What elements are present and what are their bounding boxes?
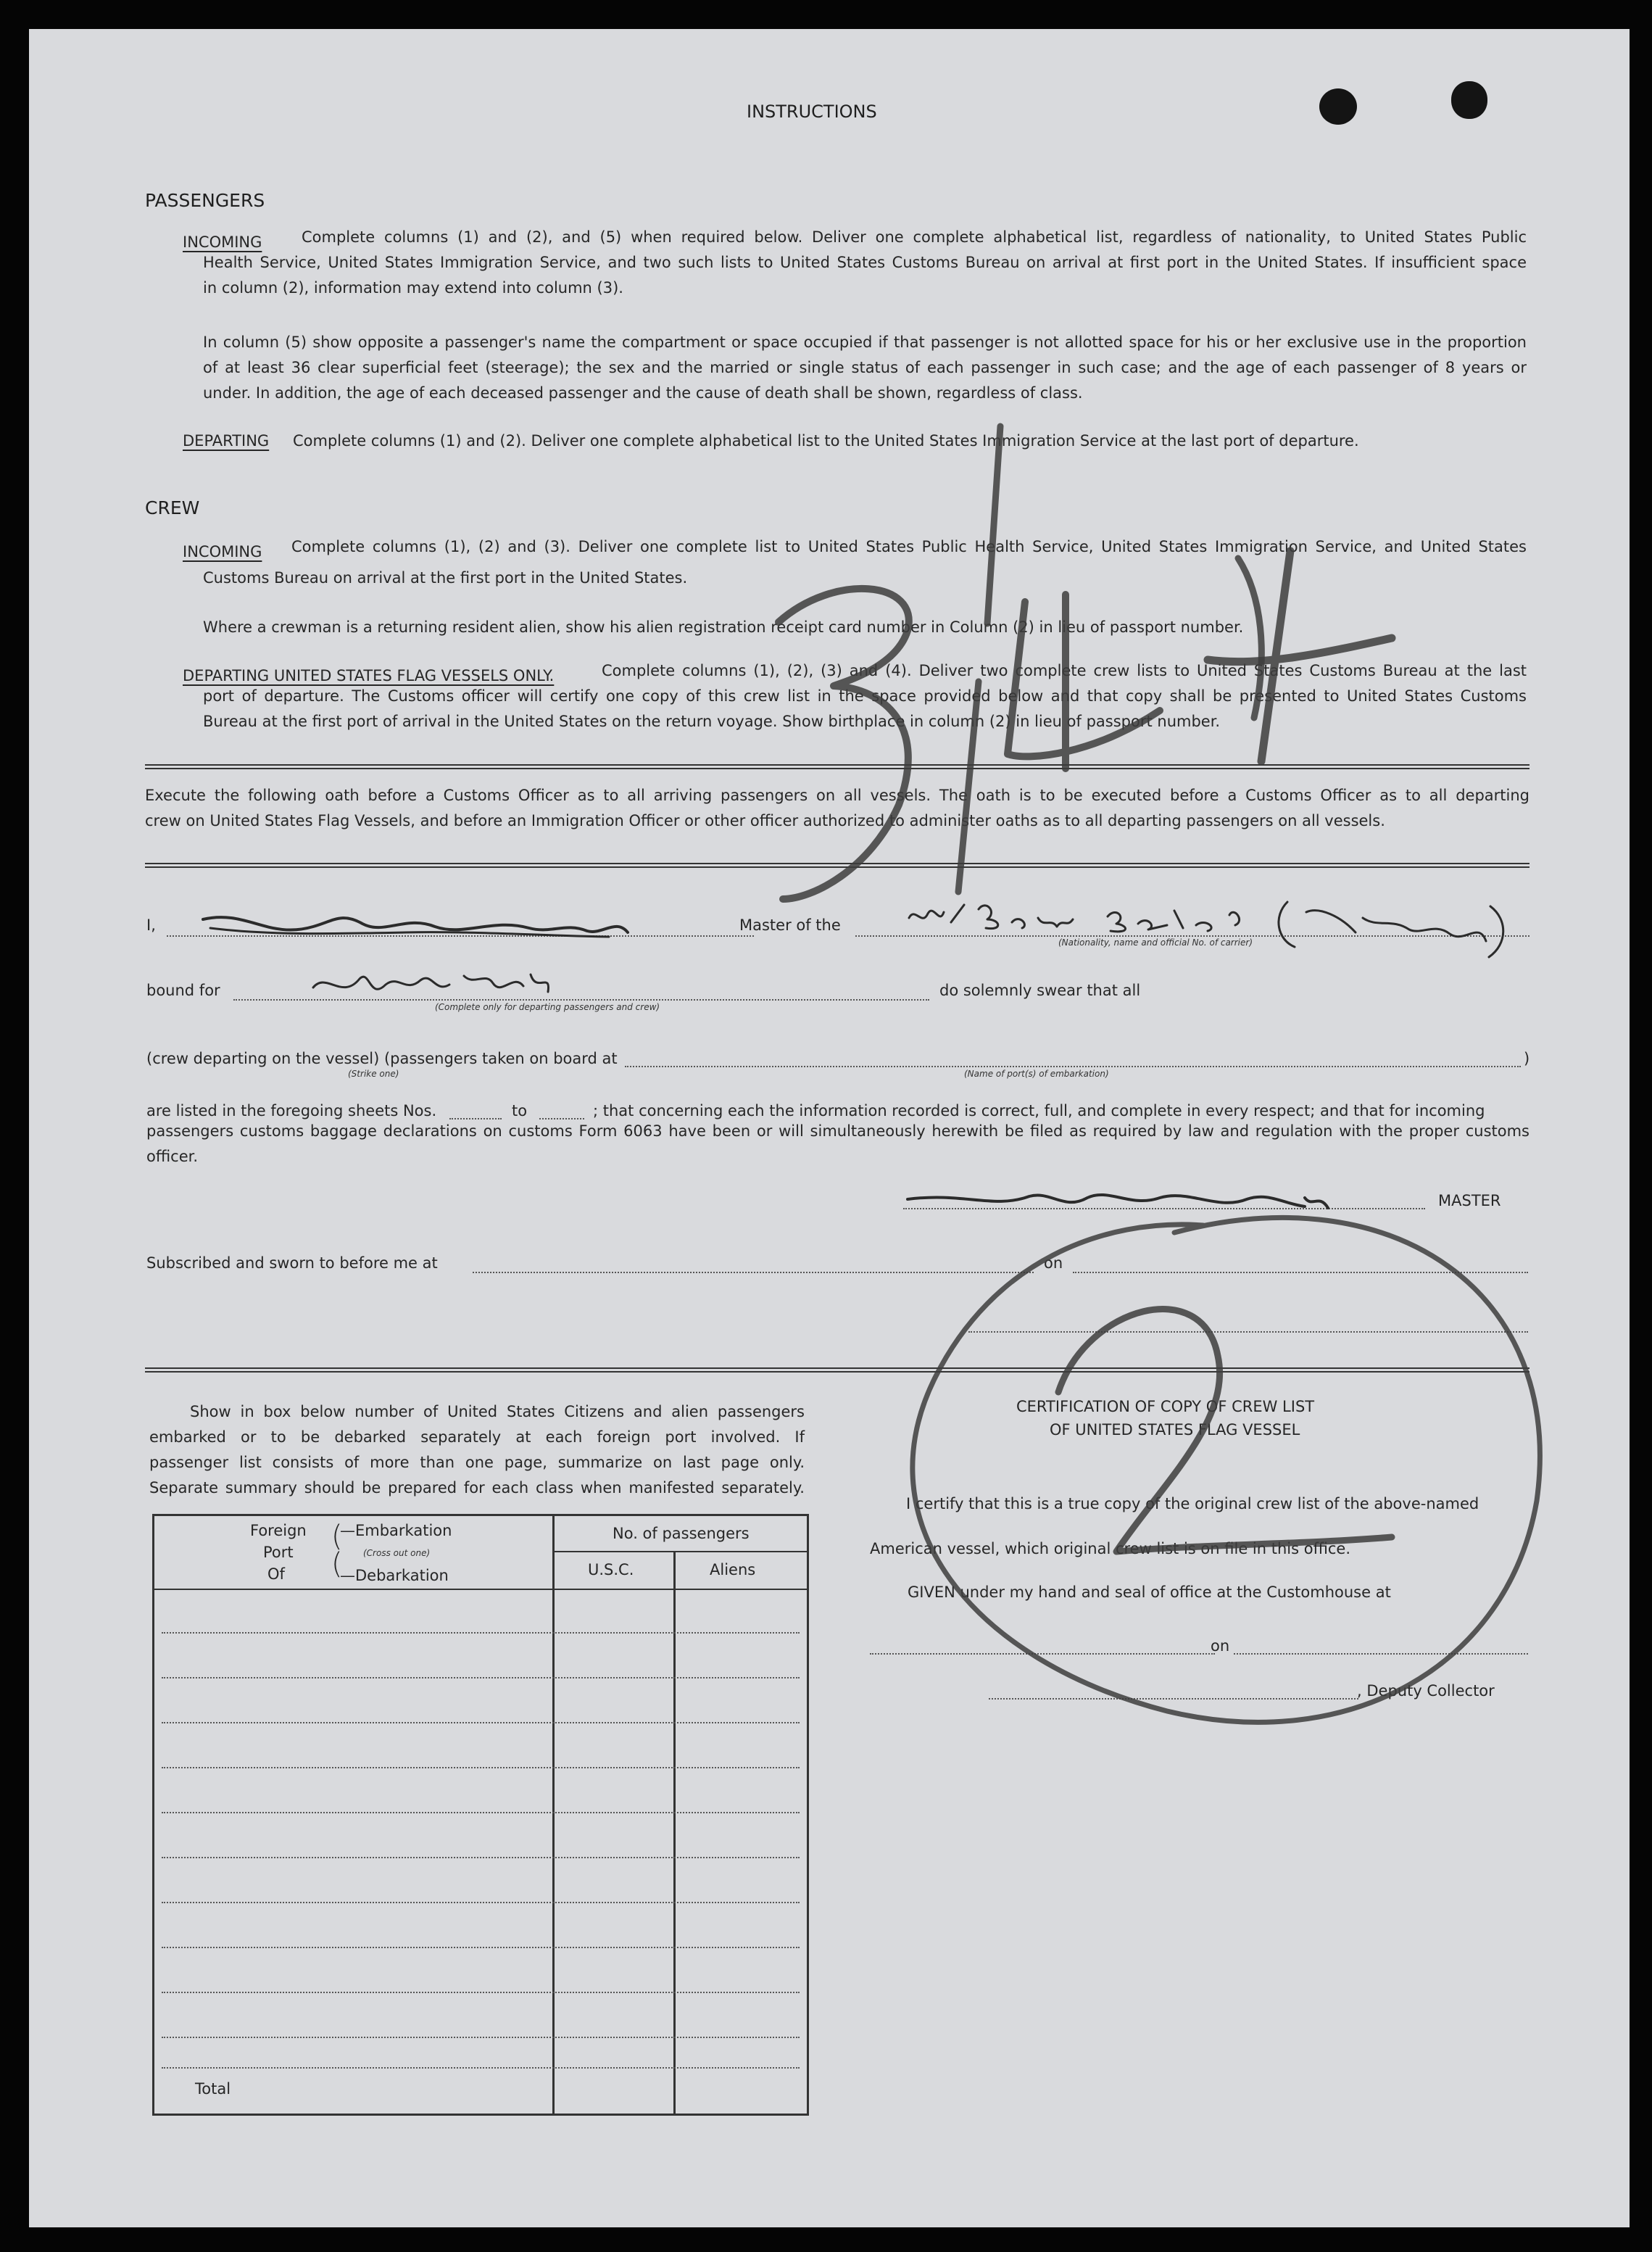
oath-i-label: I, [146, 916, 156, 934]
text-line: of at least 36 clear superficial feet (steerage); the sex and the married or single status of each passenger in such case; and the age of each passenger of 8 years or [203, 359, 1527, 376]
certification-title-1: CERTIFICATION OF COPY OF CREW LIST [1016, 1398, 1315, 1415]
pencil-number-314 [779, 426, 1392, 899]
crew-departing-label: DEPARTING UNITED STATES FLAG VESSELS ONLY. [183, 667, 555, 684]
embarkation-label: —Embarkation [340, 1522, 452, 1539]
text-line: Execute the following oath before a Customs Officer as to all arriving passengers on all vessels. The oath is to be executed before a Customs Officer as to all departing [145, 787, 1529, 804]
text-line: Separate summary should be prepared for each class when manifested separately. [149, 1479, 805, 1496]
deputy-collector-label: , Deputy Collector [1357, 1682, 1495, 1700]
form-page [29, 29, 1630, 2227]
aliens-header: Aliens [710, 1561, 756, 1578]
destination-handwriting [313, 974, 549, 992]
instructions-title: INSTRUCTIONS [747, 102, 877, 122]
col-port: Port [263, 1544, 294, 1561]
text-line: Complete columns (1), (2) and (3). Deliver one complete list to United States Public Health Service, United States Immigration Service, and United States [291, 538, 1527, 555]
vessel-name-handwriting [909, 902, 1503, 957]
certification-title-2: OF UNITED STATES FLAG VESSEL [1050, 1421, 1300, 1438]
passengers-incoming-label: INCOMING [183, 233, 262, 251]
text-line: Health Service, United States Immigration Service, and two such lists to United States Customs Bureau on arrival at first port in the United States. If insufficient space [203, 254, 1527, 271]
text-line: passenger list consists of more than one page, summarize on last page only. [149, 1454, 805, 1471]
master-signature [203, 917, 628, 937]
text-line: under. In addition, the age of each deceased passenger and the cause of death shall be shown, regardless of class. [203, 384, 1083, 402]
master-signature-bottom [908, 1195, 1328, 1208]
text-line: in column (2), information may extend into column (3). [203, 279, 623, 297]
vessel-text: American vessel, which original crew list is on file in this office. [870, 1540, 1351, 1557]
brace-bottom: ( [331, 1547, 343, 1581]
debarkation-label: —Debarkation [340, 1567, 449, 1584]
text-line: In column (5) show opposite a passenger's name the compartment or space occupied if that passenger is not allotted space for his or her exclusive use in the proportion [203, 334, 1527, 351]
text-line: embarked or to be debarked separately at each foreign port involved. If [149, 1428, 805, 1446]
col-of: Of [267, 1565, 285, 1583]
listed-text-1: are listed in the foregoing sheets Nos. [146, 1102, 437, 1119]
crew-alien-text: Where a crewman is a returning resident alien, show his alien registration receipt card number in Column (2) in lieu of passport number. [203, 618, 1244, 636]
master-label: MASTER [1438, 1192, 1501, 1209]
text-line: passengers customs baggage declarations on customs Form 6063 have been or will simultaneously herewith be filed as required by law and regulation with the proper customs [146, 1122, 1529, 1140]
closing-paren: ) [1524, 1050, 1530, 1067]
master-of-label: Master of the [739, 916, 841, 934]
circled-number-2 [913, 1217, 1540, 1722]
crew-heading: CREW [145, 497, 200, 518]
no-of-passengers-header: No. of passengers [613, 1525, 750, 1542]
swear-text: do solemnly swear that all [939, 982, 1141, 999]
subscribed-label: Subscribed and sworn to before me at [146, 1254, 438, 1272]
complete-only-note: (Complete only for departing passengers and crew) [435, 1002, 660, 1012]
col-foreign: Foreign [250, 1522, 307, 1539]
crew-incoming-text-cont: Customs Bureau on arrival at the first port in the United States. [203, 569, 688, 587]
strike-one-note: (Strike one) [348, 1069, 399, 1079]
crew-incoming-label: INCOMING [183, 543, 262, 560]
to-label: to [512, 1102, 528, 1119]
text-line: Complete columns (1) and (2), and (5) when required below. Deliver one complete alphabetical list, regardless of nationality, to United States Public [302, 228, 1527, 246]
text-line: crew on United States Flag Vessels, and before an Immigration Officer or other officer authorized to administer oaths as to all departing passengers on all vessels. [145, 812, 1385, 829]
text-line: Show in box below number of United States Citizens and alien passengers [190, 1403, 805, 1420]
bound-for-label: bound for [146, 982, 220, 999]
passengers-departing-text: Complete columns (1) and (2). Deliver one complete alphabetical list to the United States Immigration Service at the last port of departure. [293, 432, 1359, 450]
passengers-departing-label: DEPARTING [183, 432, 270, 450]
given-text: GIVEN under my hand and seal of office at the Customhouse at [908, 1584, 1391, 1601]
crew-departing-strike: (crew departing on the vessel) (passengers taken on board at [146, 1050, 618, 1067]
total-label: Total [195, 2080, 231, 2098]
usc-header: U.S.C. [588, 1561, 634, 1578]
certification-on-label: on [1211, 1637, 1230, 1655]
passengers-heading: PASSENGERS [145, 190, 265, 211]
certify-text: I certify that this is a true copy of the original crew list of the above-named [906, 1495, 1479, 1512]
ports-note: (Name of port(s) of embarkation) [964, 1069, 1109, 1079]
text-line: Complete columns (1), (2), (3) and (4). Deliver two complete crew lists to United States Customs Bureau at the last [602, 662, 1527, 679]
text-line: officer. [146, 1148, 198, 1165]
text-line: port of departure. The Customs officer will certify one copy of this crew list in the space provided below and that copy shall be presented to United States Customs [203, 687, 1527, 705]
subscribed-on-label: on [1044, 1254, 1063, 1272]
listed-text-2: ; that concerning each the information recorded is correct, full, and complete in every respect; and that for incoming [593, 1102, 1485, 1119]
brace-top: ( [331, 1520, 343, 1553]
handwriting-layer [29, 29, 1630, 2227]
carrier-note: (Nationality, name and official No. of carrier) [1058, 937, 1253, 948]
text-line: Bureau at the first port of arrival in the United States on the return voyage. Show birthplace in column (2) in lieu of passport number. [203, 713, 1221, 730]
cross-out-note: (Cross out one) [363, 1548, 431, 1558]
